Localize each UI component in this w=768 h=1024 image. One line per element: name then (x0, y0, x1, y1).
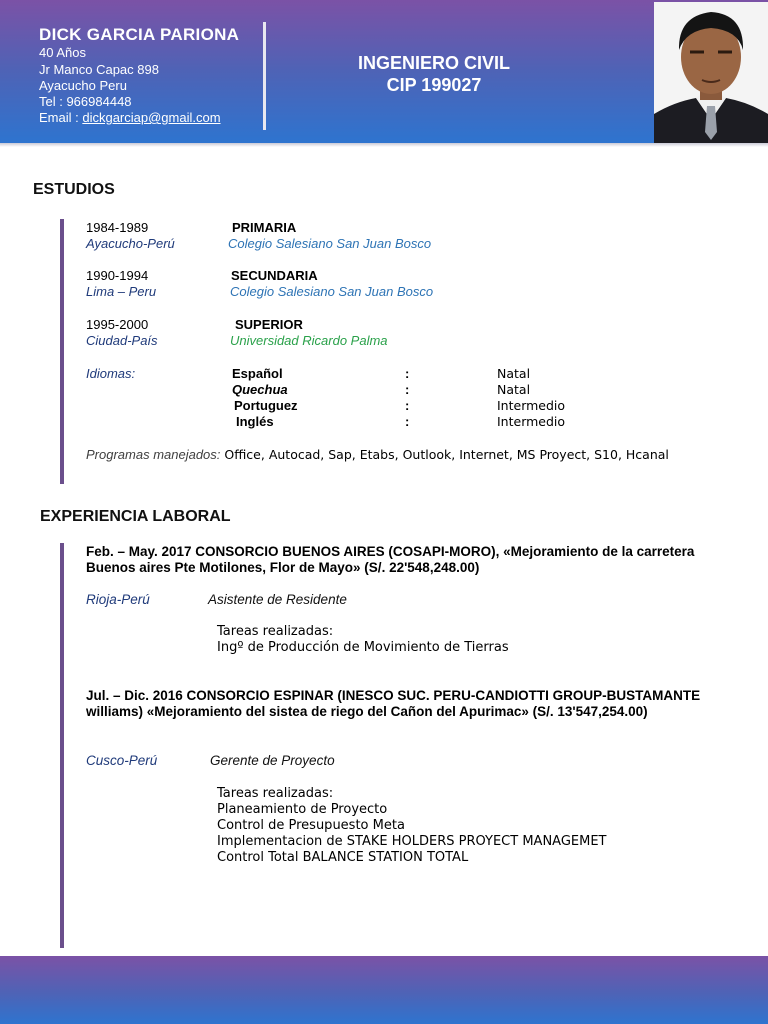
language-sep: : (405, 414, 410, 429)
experiencia-bar (60, 543, 64, 948)
study-school: Universidad Ricardo Palma (230, 333, 388, 348)
study-place: Ayacucho-Perú (86, 236, 175, 251)
programas-label: Programas manejados: (86, 447, 221, 462)
experiencia-heading: EXPERIENCIA LABORAL (40, 508, 231, 525)
estudios-bar (60, 219, 64, 484)
language-level: Natal (497, 366, 531, 381)
language-name: Español (232, 366, 283, 381)
city: Ayacucho Peru (39, 78, 127, 93)
address: Jr Manco Capac 898 (39, 62, 159, 77)
header-divider (263, 22, 266, 130)
footer-banner (0, 956, 768, 1024)
language-level: Intermedio (497, 414, 566, 429)
study-level: SECUNDARIA (231, 268, 318, 283)
language-sep: : (405, 398, 410, 413)
study-level: SUPERIOR (235, 317, 303, 332)
profile-photo (654, 2, 768, 143)
job-header: Feb. – May. 2017 CONSORCIO BUENOS AIRES (COSAPI-MORO), «Mejoramiento de la carretera Buenos aires Pte Motilones, Flor de Mayo» (S/. 22'548,248.00) (86, 544, 695, 575)
email-link[interactable]: dickgarciap@gmail.com (82, 110, 221, 125)
study-school: Colegio Salesiano San Juan Bosco (230, 284, 434, 299)
study-level: PRIMARIA (232, 220, 297, 235)
email-line (39, 110, 221, 125)
language-sep: : (405, 382, 410, 397)
study-years: 1990-1994 (86, 268, 149, 283)
age: 40 Años (39, 45, 86, 60)
language-sep: : (405, 366, 410, 381)
header-shadow (0, 143, 768, 147)
tasks-label: Tareas realizadas: (217, 786, 334, 801)
tasks-label: Tareas realizadas: (217, 624, 334, 639)
task-item: Implementacion de STAKE HOLDERS PROYECT MANAGEMET (217, 834, 607, 849)
study-place: Lima – Peru (86, 284, 157, 299)
task-item: Ingº de Producción de Movimiento de Tierras (217, 640, 509, 655)
job-role: Gerente de Proyecto (210, 753, 335, 768)
language-name: Portuguez (234, 398, 298, 413)
job-header: Jul. – Dic. 2016 CONSORCIO ESPINAR (INESCO SUC. PERU-CANDIOTTI GROUP-BUSTAMANTE williams) «Mejoramiento del sistea de riego del Cañon del Apurimac» (S/. 13'547,254.00) (86, 688, 701, 719)
idiomas-label: Idiomas: (86, 366, 136, 381)
language-level: Natal (497, 382, 531, 397)
study-school: Colegio Salesiano San Juan Bosco (228, 236, 432, 251)
phone: Tel : 966984448 (39, 94, 132, 109)
email-label: Email : (39, 110, 83, 125)
job-place: Rioja-Perú (86, 592, 150, 607)
language-name: Quechua (232, 382, 288, 397)
cip-number: CIP 199027 (386, 75, 482, 95)
language-level: Intermedio (497, 398, 566, 413)
study-years: 1984-1989 (86, 220, 149, 235)
study-years: 1995-2000 (86, 317, 149, 332)
task-item: Planeamiento de Proyecto (217, 802, 388, 817)
study-place: Ciudad-País (86, 333, 158, 348)
portrait-image (654, 2, 768, 143)
task-item: Control Total BALANCE STATION TOTAL (217, 850, 469, 865)
programas-line (86, 447, 669, 462)
programas-list: Office, Autocad, Sap, Etabs, Outlook, Internet, MS Proyect, S10, Hcanal (220, 447, 669, 462)
estudios-heading: ESTUDIOS (33, 181, 115, 198)
job-place: Cusco-Perú (86, 753, 158, 768)
job-title: INGENIERO CIVIL (357, 53, 510, 73)
candidate-name: DICK GARCIA PARIONA (39, 25, 240, 44)
job-role: Asistente de Residente (208, 592, 347, 607)
language-name: Inglés (236, 414, 274, 429)
task-item: Control de Presupuesto Meta (217, 818, 405, 833)
header-banner (0, 0, 768, 143)
